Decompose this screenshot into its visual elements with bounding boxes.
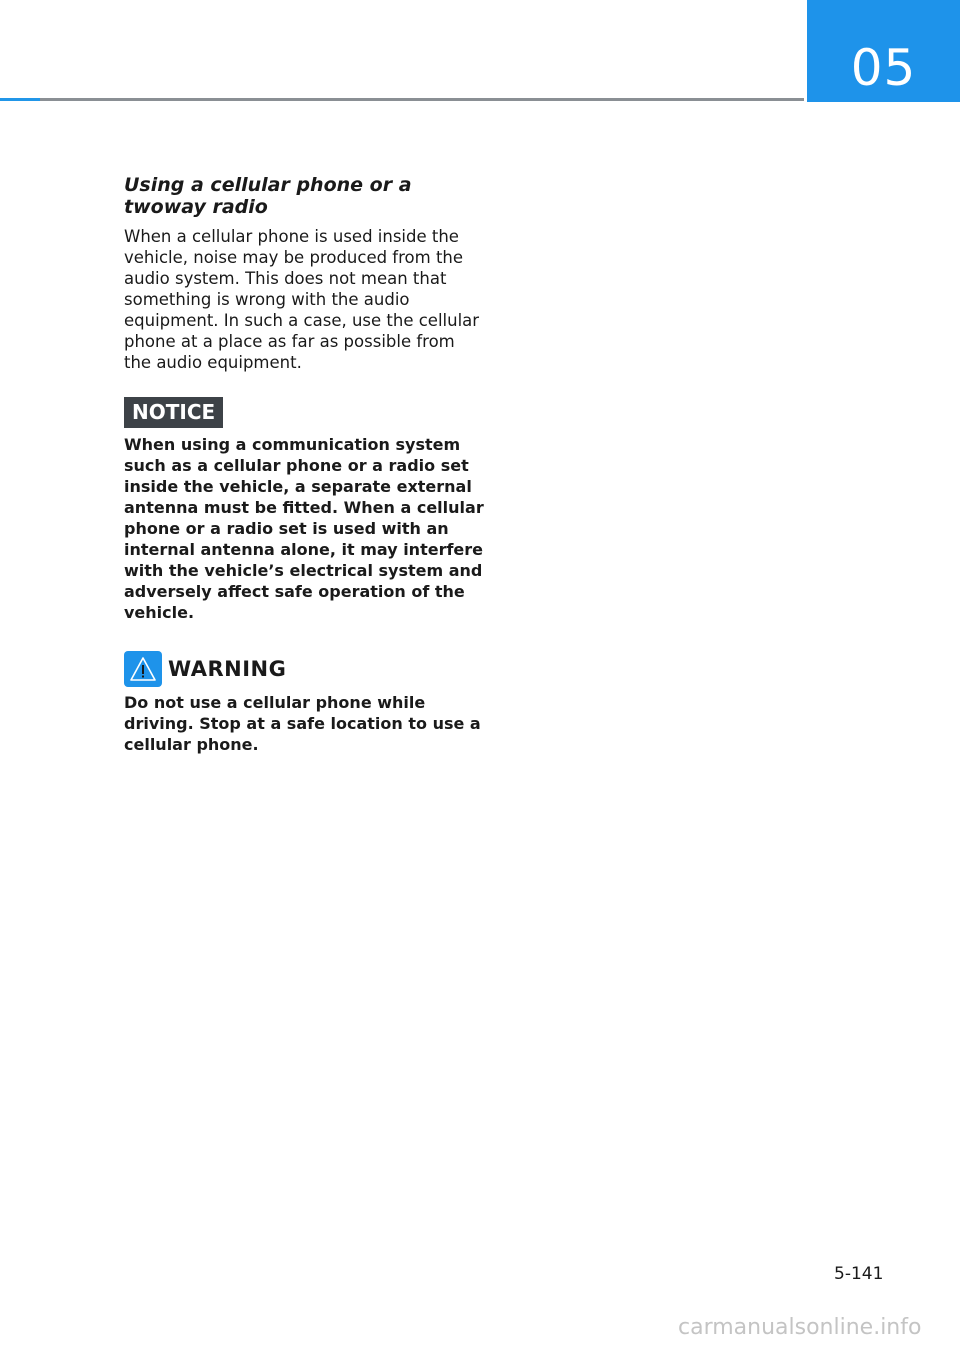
section-body: When a cellular phone is used inside the vehicle, noise may be produced from the audio system. This does not mean that something is wrong with the audio equipment. In such a case, use the cellular phone at a place as far as possible from the audio equipment. <box>124 227 480 372</box>
header-rule <box>0 98 804 101</box>
warning-header <box>124 651 484 687</box>
header-rule-accent <box>0 98 40 101</box>
main-content <box>124 174 484 755</box>
page-number: 5-141 <box>834 1264 884 1284</box>
warning-triangle-icon <box>124 651 162 687</box>
warning-text: Do not use a cellular phone while driving. Stop at a safe location to use a cellular phone. <box>124 693 481 754</box>
notice-text: When using a communication system such as a cellular phone or a radio set inside the vehicle, a separate external antenna must be fitted. When a cellular phone or a radio set is used with an internal antenna alone, it may interfere with the vehicle’s electrical system and adversely affect safe operation of the vehicle. <box>124 435 484 622</box>
notice-label: NOTICE <box>124 397 223 428</box>
section-title: Using a cellular phone or a twoway radio <box>124 174 412 218</box>
chapter-tab: 05 <box>807 0 960 102</box>
watermark: carmanualsonline.info <box>678 1315 922 1340</box>
warning-label: WARNING <box>168 657 287 681</box>
